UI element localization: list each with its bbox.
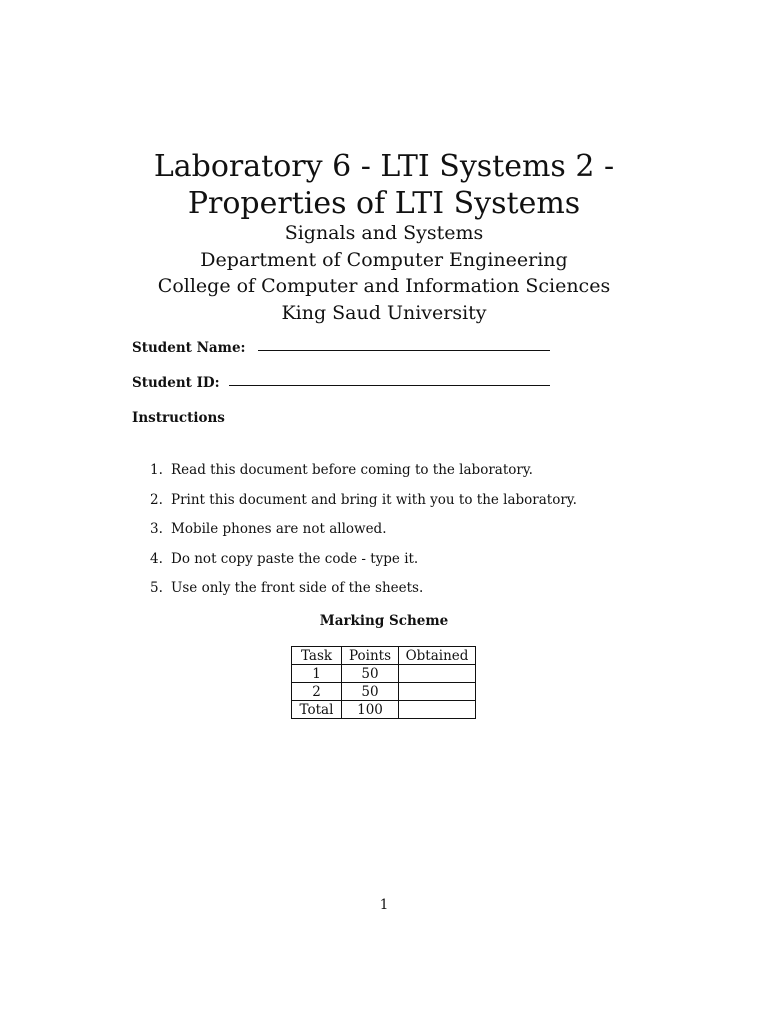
table-cell-points: 50	[342, 683, 399, 701]
title-line-2: Properties of LTI Systems	[187, 186, 581, 221]
column-header-task: Task	[292, 647, 342, 665]
table-row	[292, 701, 476, 719]
list-item	[150, 550, 577, 580]
list-item-number: 3.	[150, 521, 163, 538]
list-item	[150, 520, 577, 550]
course-name: Signals and Systems	[284, 222, 484, 244]
table-cell-task: Total	[292, 701, 342, 719]
table-cell-points: 100	[342, 701, 399, 719]
student-id-field	[132, 375, 550, 391]
instructions-heading: Instructions	[132, 410, 225, 426]
department-name: Department of Computer Engineering	[200, 248, 568, 271]
list-item-number: 4.	[150, 550, 163, 567]
table-row	[292, 683, 476, 701]
table-cell-points: 50	[342, 665, 399, 683]
list-item-number: 1.	[150, 462, 163, 478]
column-header-obtained: Obtained	[399, 647, 476, 665]
list-item	[150, 491, 577, 521]
page-number: 1	[379, 897, 389, 913]
table-cell-task: 2	[292, 683, 342, 701]
list-item	[150, 579, 577, 609]
marking-scheme-table	[291, 646, 476, 719]
marking-scheme-heading: Marking Scheme	[319, 613, 449, 629]
table-cell-obtained	[399, 683, 476, 701]
title-line-1: Laboratory 6 - LTI Systems 2 -	[153, 149, 615, 184]
table-row	[292, 665, 476, 683]
table-cell-obtained	[399, 701, 476, 719]
college-name: College of Computer and Information Sciences	[157, 275, 611, 297]
university-name: King Saud University	[281, 301, 487, 324]
list-item-text: Do not copy paste the code - type it.	[171, 550, 419, 567]
table-cell-task: 1	[292, 665, 342, 683]
student-name-label: Student Name:	[132, 340, 246, 356]
column-header-points: Points	[342, 647, 399, 665]
instructions-list	[150, 461, 577, 609]
student-id-blank-line	[229, 384, 550, 386]
list-item-text: Use only the front side of the sheets.	[171, 580, 424, 597]
table-header-row	[292, 647, 476, 665]
document-title	[0, 148, 768, 222]
list-item	[150, 461, 577, 491]
list-item-text: Mobile phones are not allowed.	[171, 521, 387, 538]
document-subtitles	[0, 220, 768, 326]
list-item-number: 2.	[150, 491, 163, 508]
list-item-text: Print this document and bring it with you to the laboratory.	[171, 491, 577, 508]
student-name-blank-line	[258, 349, 550, 351]
student-id-label: Student ID:	[132, 375, 220, 391]
list-item-text: Read this document before coming to the laboratory.	[171, 462, 533, 478]
table-cell-obtained	[399, 665, 476, 683]
student-name-field	[132, 340, 550, 356]
list-item-number: 5.	[150, 580, 163, 597]
